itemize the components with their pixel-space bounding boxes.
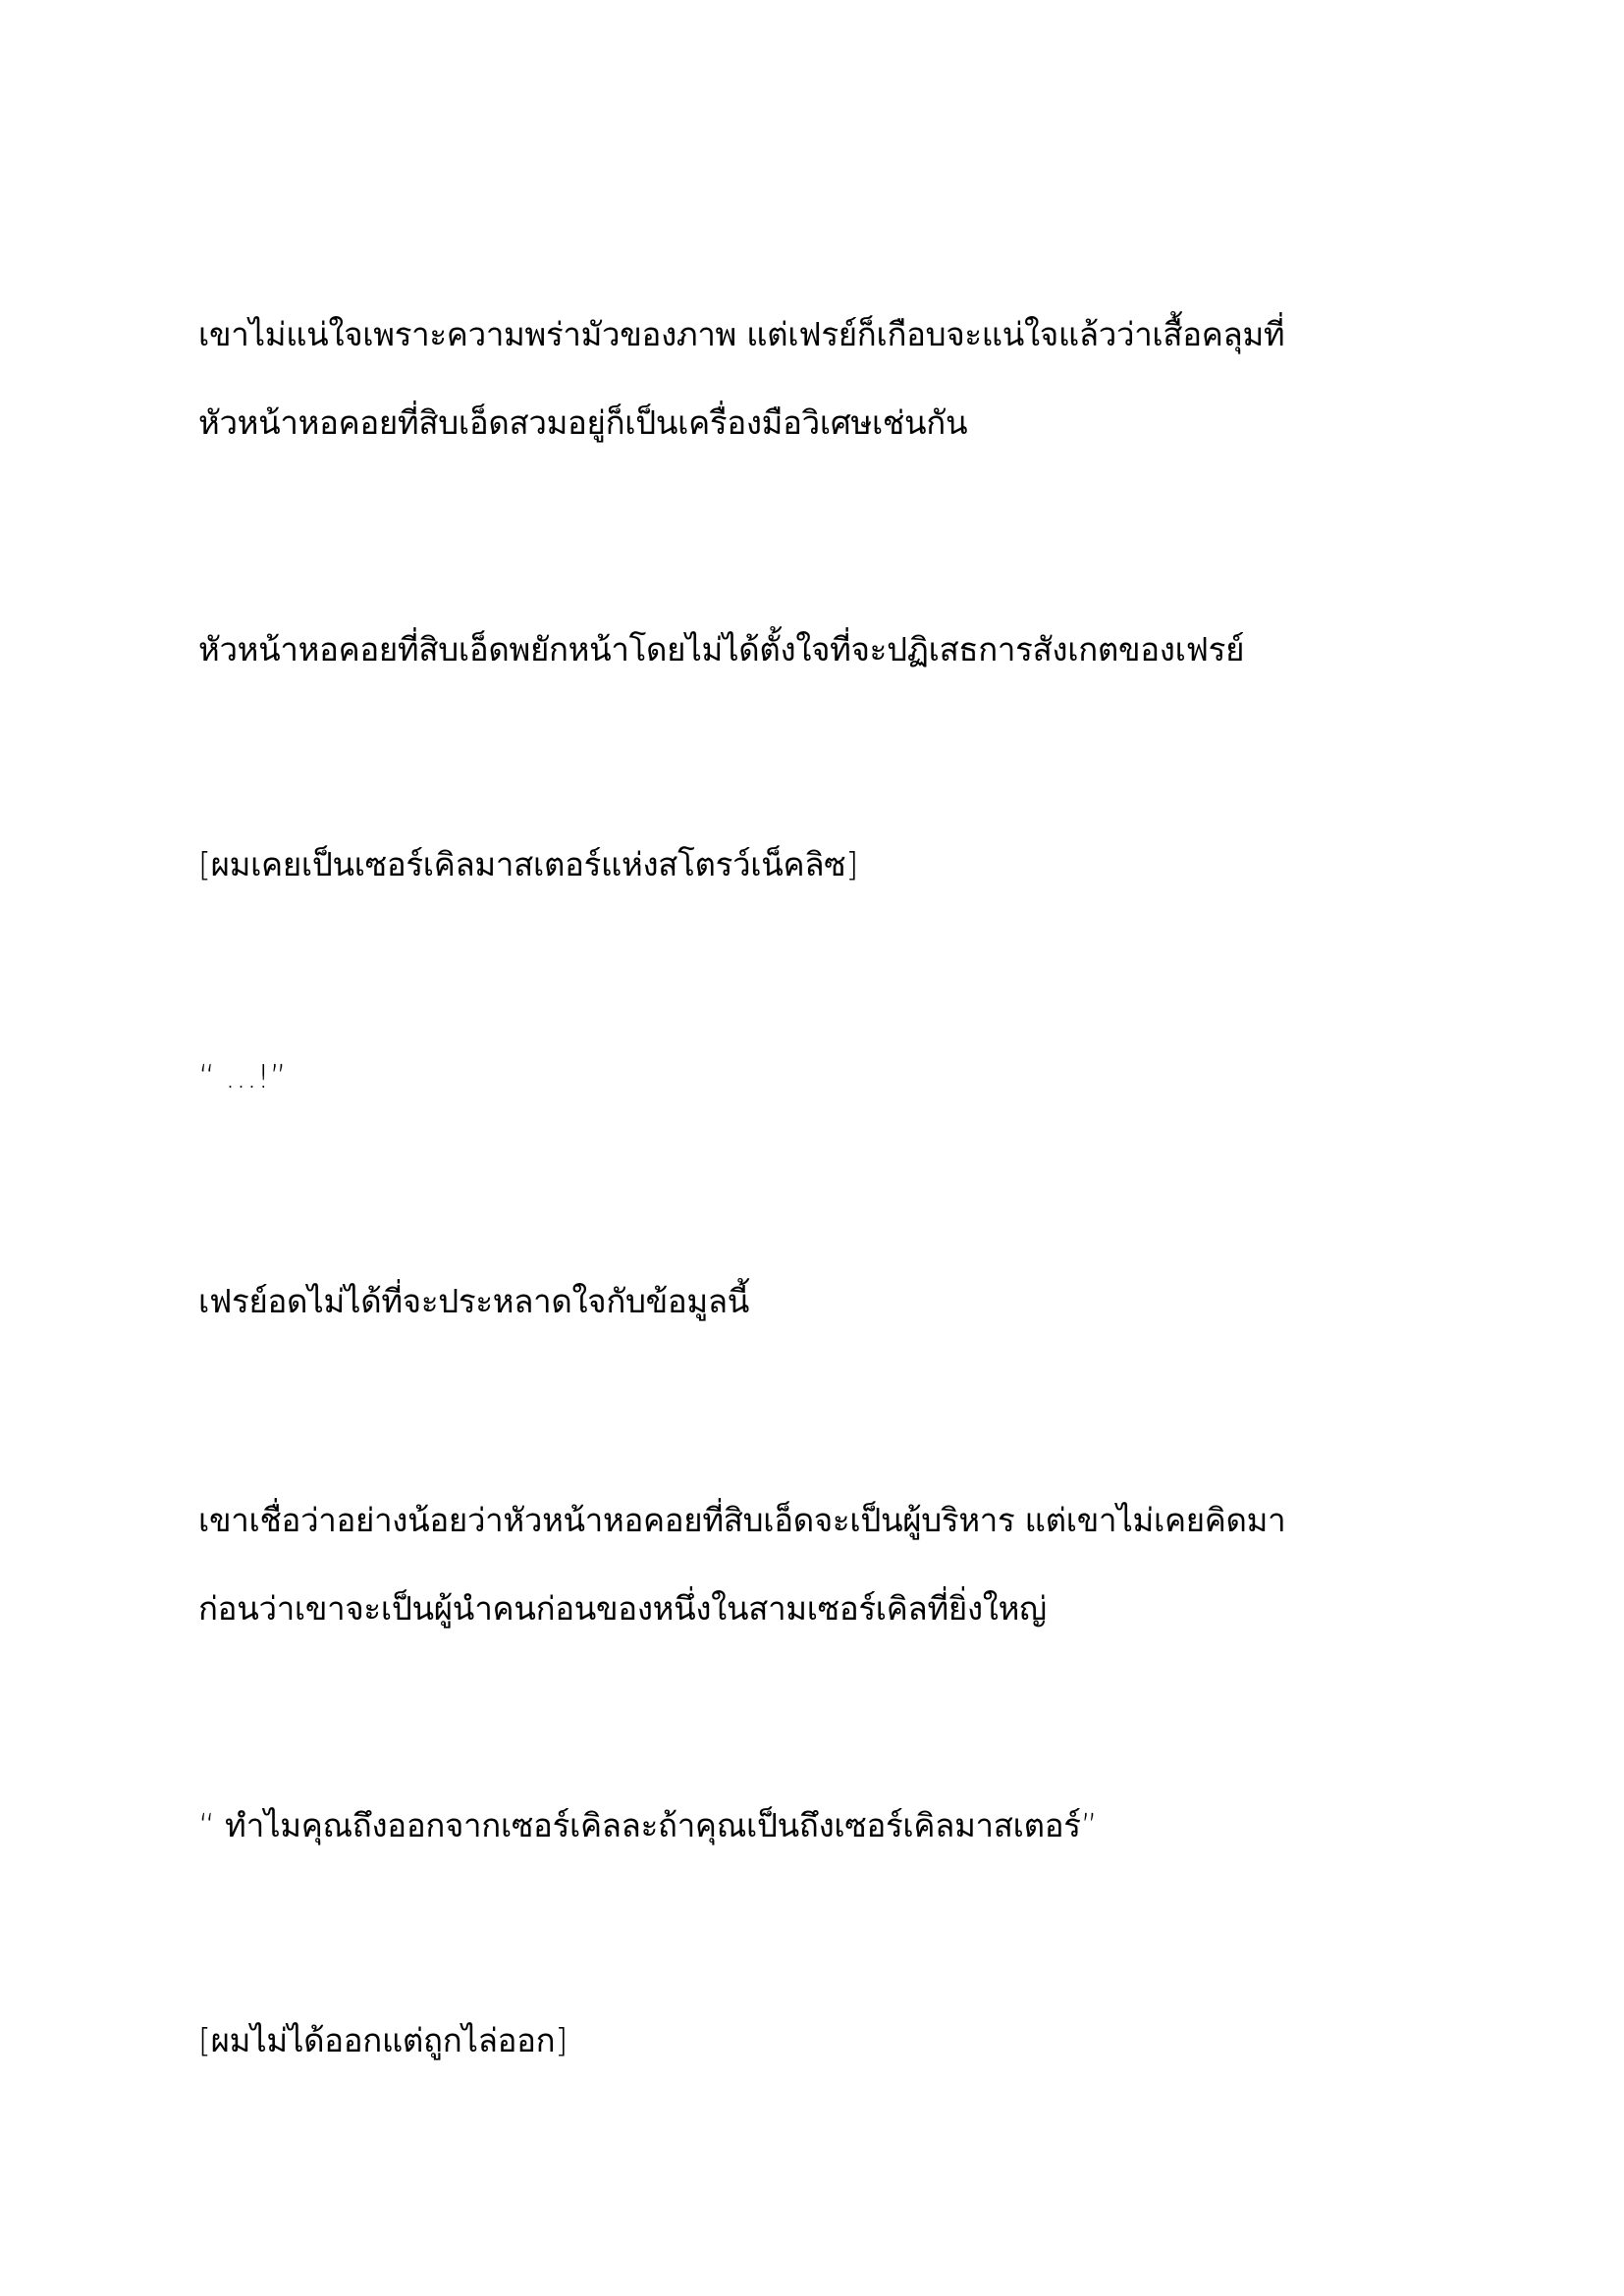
text-line: [ผมเคยเป็นเซอร์เคิลมาสเตอร์แห่งสโตรว์เน็คลิซ] xyxy=(198,845,858,883)
paragraph-exclamation xyxy=(198,1033,1426,1121)
paragraph-dialogue-expelled xyxy=(198,1997,1426,2085)
paragraph-narration-robe xyxy=(198,291,1426,467)
text-line: “ …!” xyxy=(198,1057,287,1095)
text-line: “ ทำไมคุณถึงออกจากเซอร์เคิลละถ้าคุณเป็นถึงเซอร์เคิลมาสเตอร์” xyxy=(198,1806,1098,1844)
paragraph-narration-belief xyxy=(198,1476,1426,1653)
paragraph-narration-nod xyxy=(198,606,1426,694)
text-line: หัวหน้าหอคอยที่สิบเอ็ดสวมอยู่ก็เป็นเครื่องมือวิเศษเช่นกัน xyxy=(198,403,968,442)
paragraph-narration-surprise xyxy=(198,1257,1426,1346)
text-line: หัวหน้าหอคอยที่สิบเอ็ดพยักหน้าโดยไม่ได้ตั้งใจที่จะปฏิเสธการสังเกตของเฟรย์ xyxy=(198,630,1245,668)
text-line: เขาเชื่อว่าอย่างน้อยว่าหัวหน้าหอคอยที่สิบเอ็ดจะเป็นผู้บริหาร แต่เขาไม่เคยคิดมา xyxy=(198,1501,1286,1539)
text-line: เขาไม่แน่ใจเพราะความพร่ามัวของภาพ แต่เฟรย์ก็เกือบจะแน่ใจแล้วว่าเสื้อคลุมที่ xyxy=(198,315,1285,353)
text-line: เฟรย์อดไม่ได้ที่จะประหลาดใจกับข้อมูลนี้ xyxy=(198,1282,750,1320)
paragraph-dialogue-circle-master xyxy=(198,821,1426,909)
text-line: ก่อนว่าเขาจะเป็นผู้นำคนก่อนของหนึ่งในสามเซอร์เคิลที่ยิ่งใหญ่ xyxy=(198,1589,1047,1628)
text-line: [ผมไม่ได้ออกแต่ถูกไล่ออก] xyxy=(198,2021,568,2059)
paragraph-dialogue-question xyxy=(198,1782,1426,1870)
